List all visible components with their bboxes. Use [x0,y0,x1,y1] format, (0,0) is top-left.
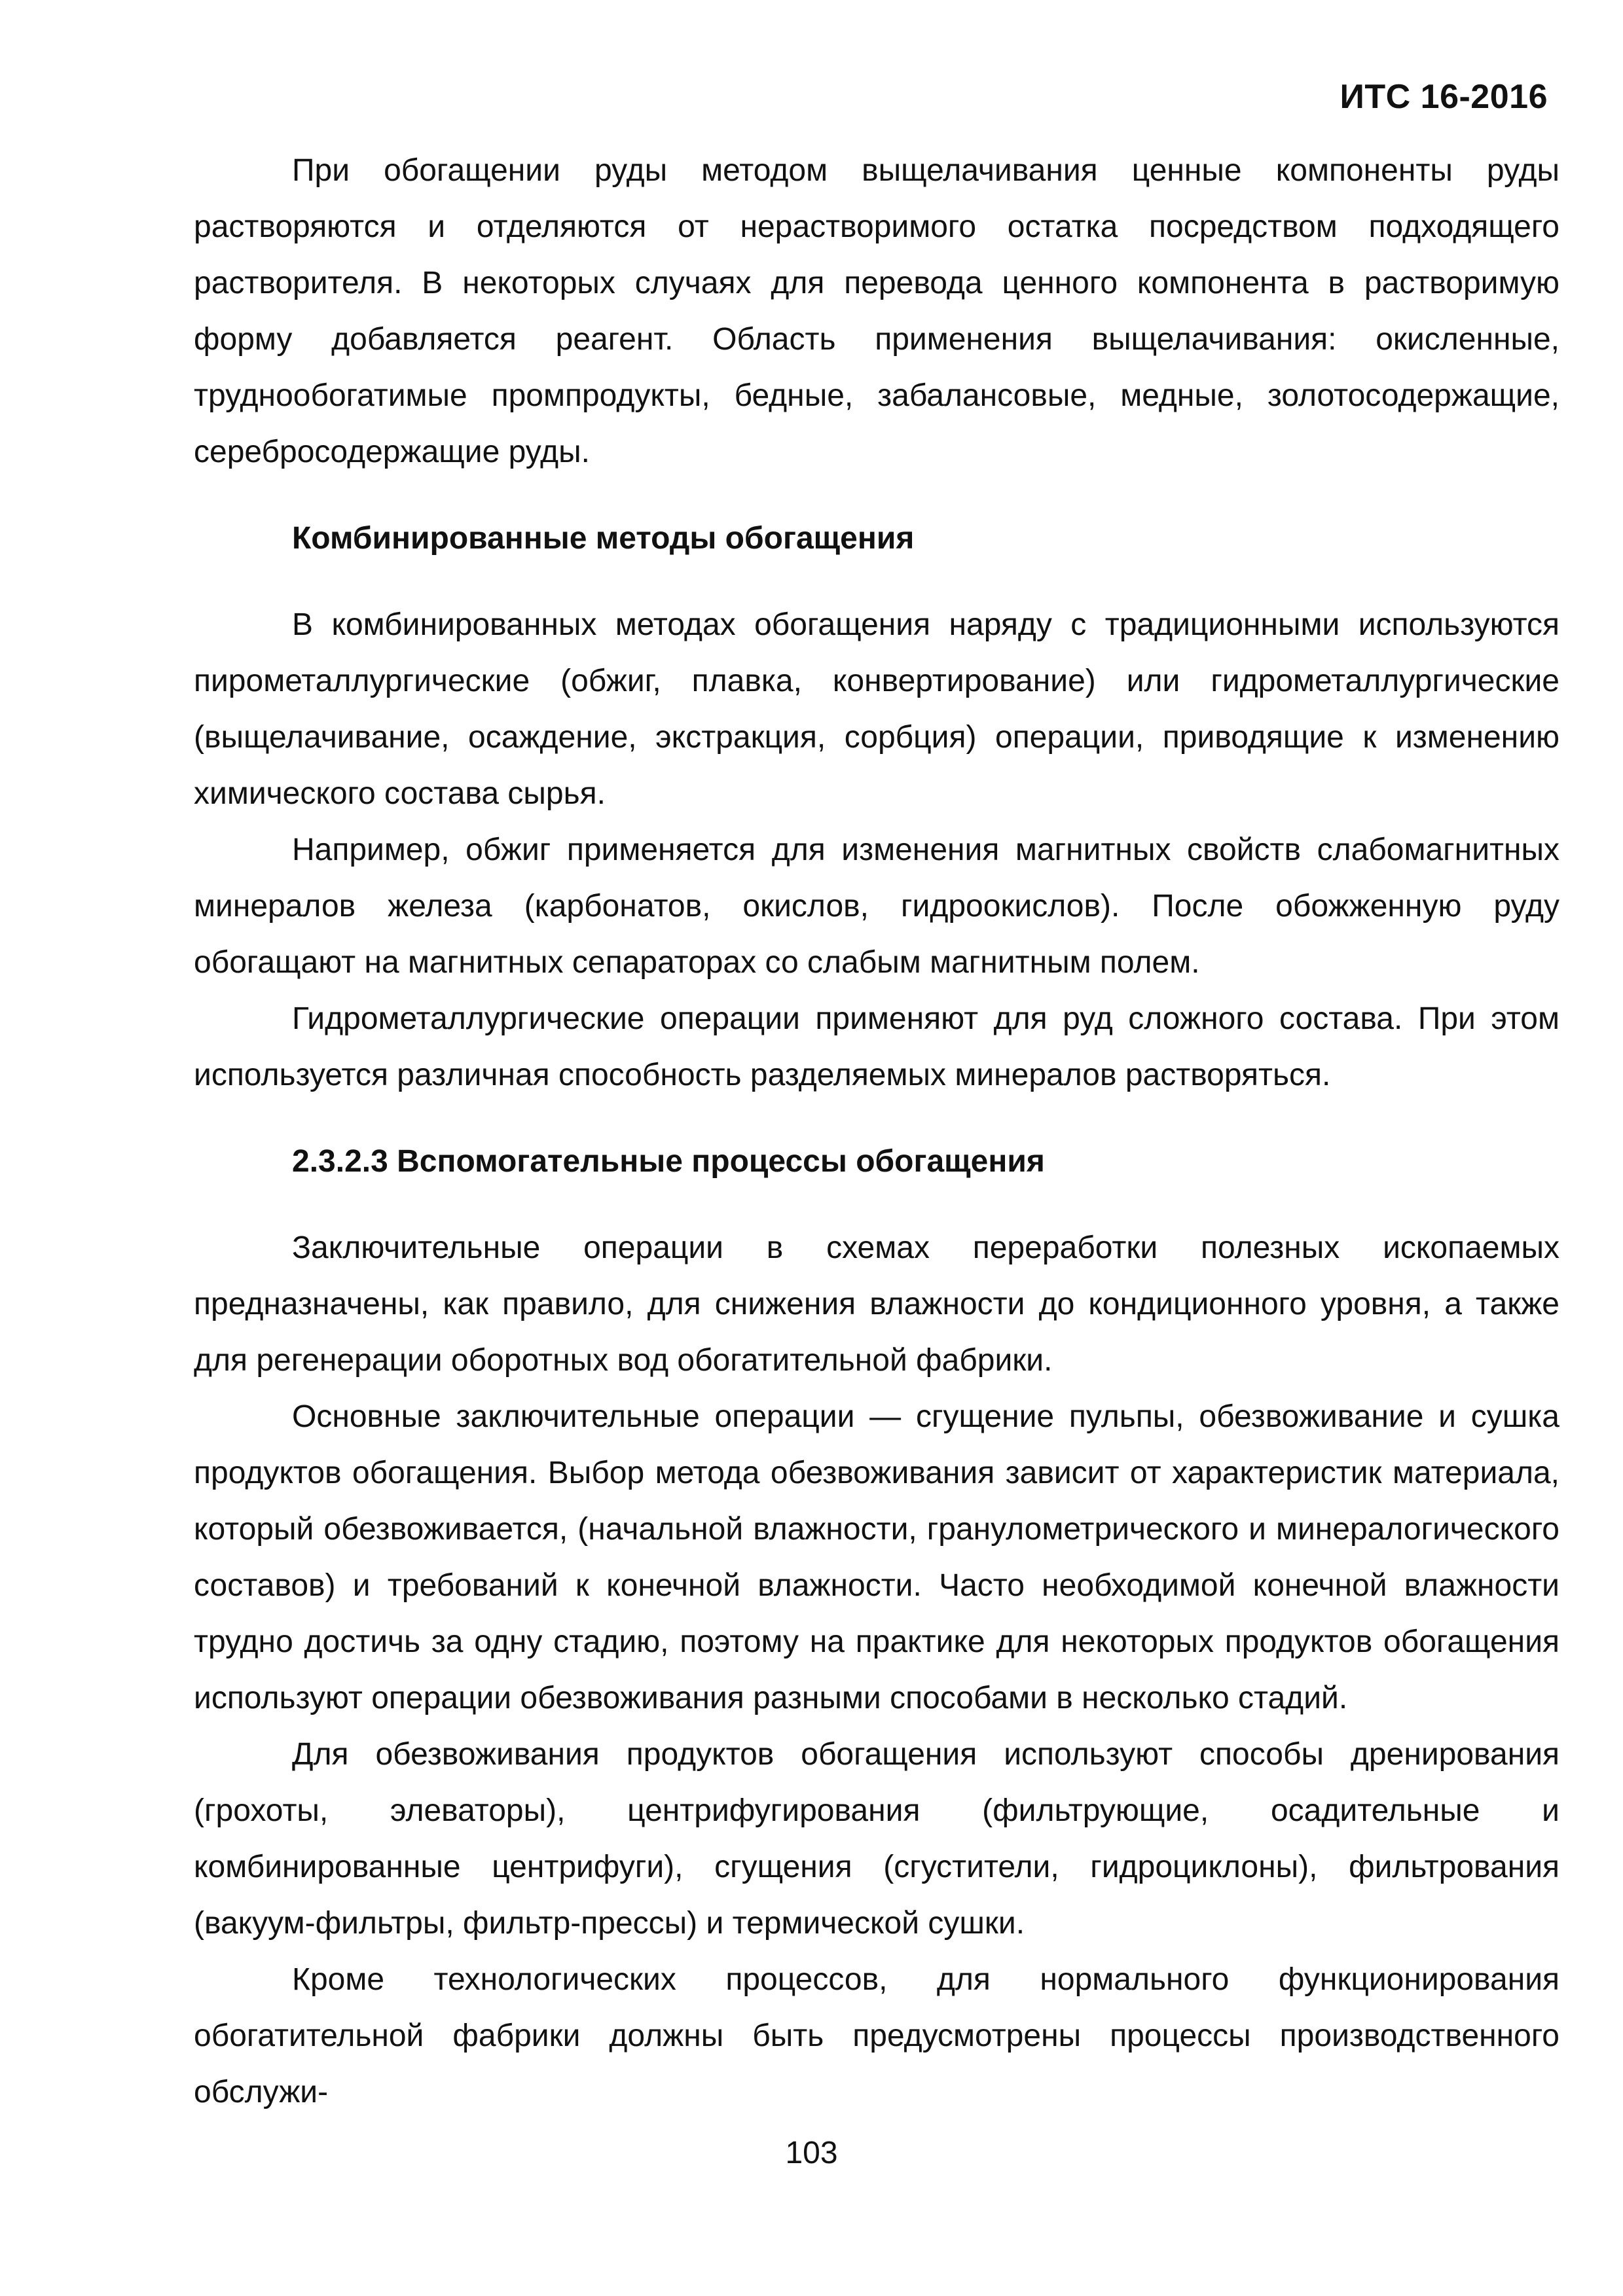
paragraph-leaching: При обогащении руды методом выщелачивания ценные компоненты руды растворяются и отделяются от нерастворимого остатка посредством подходящего растворителя. В некоторых случаях для перевода ценного компонента в растворимую форму добавляется реагент. Область применения выщелачивания: окисленные, труднообогатимые промпродукты, бедные, забалансовые, медные, золотосодержащие, сереброcодержащие руды. [194,153,1559,469]
paragraph-final-operations: Заключительные операции в схемах переработки полезных ископаемых предназначены, как правило, для снижения влажности до кондиционного уровня, а также для регенерации оборотных вод обогатительной фабрики. [194,1230,1559,1378]
page-body [194,143,1559,2121]
paragraph-dewatering-methods: Для обезвоживания продуктов обогащения используют способы дренирования (грохоты, элеваторы), центрифугирования (фильтрующие, осадительные и комбинированные центрифуги), сгущения (сгустители, гидроциклоны), фильтрования (вакуум-фильтры, фильтр-прессы) и термической сушки. [194,1737,1559,1941]
section-heading-auxiliary-processes: 2.3.2.3 Вспомогательные процессы обогащения [292,1144,1045,1179]
document-id-header: ИТС 16-2016 [1340,78,1548,116]
paragraph-service-processes: Кроме технологических процессов, для нормального функционирования обогатительной фабрики должны быть предусмотрены процессы производственного обслужи- [194,1962,1559,2109]
paragraph-main-final-operations: Основные заключительные операции — сгущение пульпы, обезвоживание и сушка продуктов обогащения. Выбор метода обезвоживания зависит от характеристик материала, который обезвоживается, (начальной влажности, гранулометрического и минералогического составов) и требований к конечной влажности. Часто необходимой конечной влажности трудно достичь за одну стадию, поэтому на практике для некоторых продуктов обогащения используют операции обезвоживания разными способами в несколько стадий. [194,1399,1559,1715]
paragraph-hydrometallurgy: Гидрометаллургические операции применяют для руд сложного состава. При этом используется различная способность разделяемых минералов растворяться. [194,1001,1559,1092]
page-number: 103 [785,2136,838,2170]
paragraph-roasting-example: Например, обжиг применяется для изменения магнитных свойств слабомагнитных минералов железа (карбонатов, окислов, гидроокислов). После обожженную руду обогащают на магнитных сепараторах со слабым магнитным полем. [194,833,1559,980]
paragraph-combined-methods: В комбинированных методах обогащения наряду с традиционными используются пирометаллургические (обжиг, плавка, конвертирование) или гидрометаллургические (выщелачивание, осаждение, экстракция, сорбция) операции, приводящие к изменению химического состава сырья. [194,607,1559,811]
section-heading-combined-methods: Комбинированные методы обогащения [292,521,915,556]
